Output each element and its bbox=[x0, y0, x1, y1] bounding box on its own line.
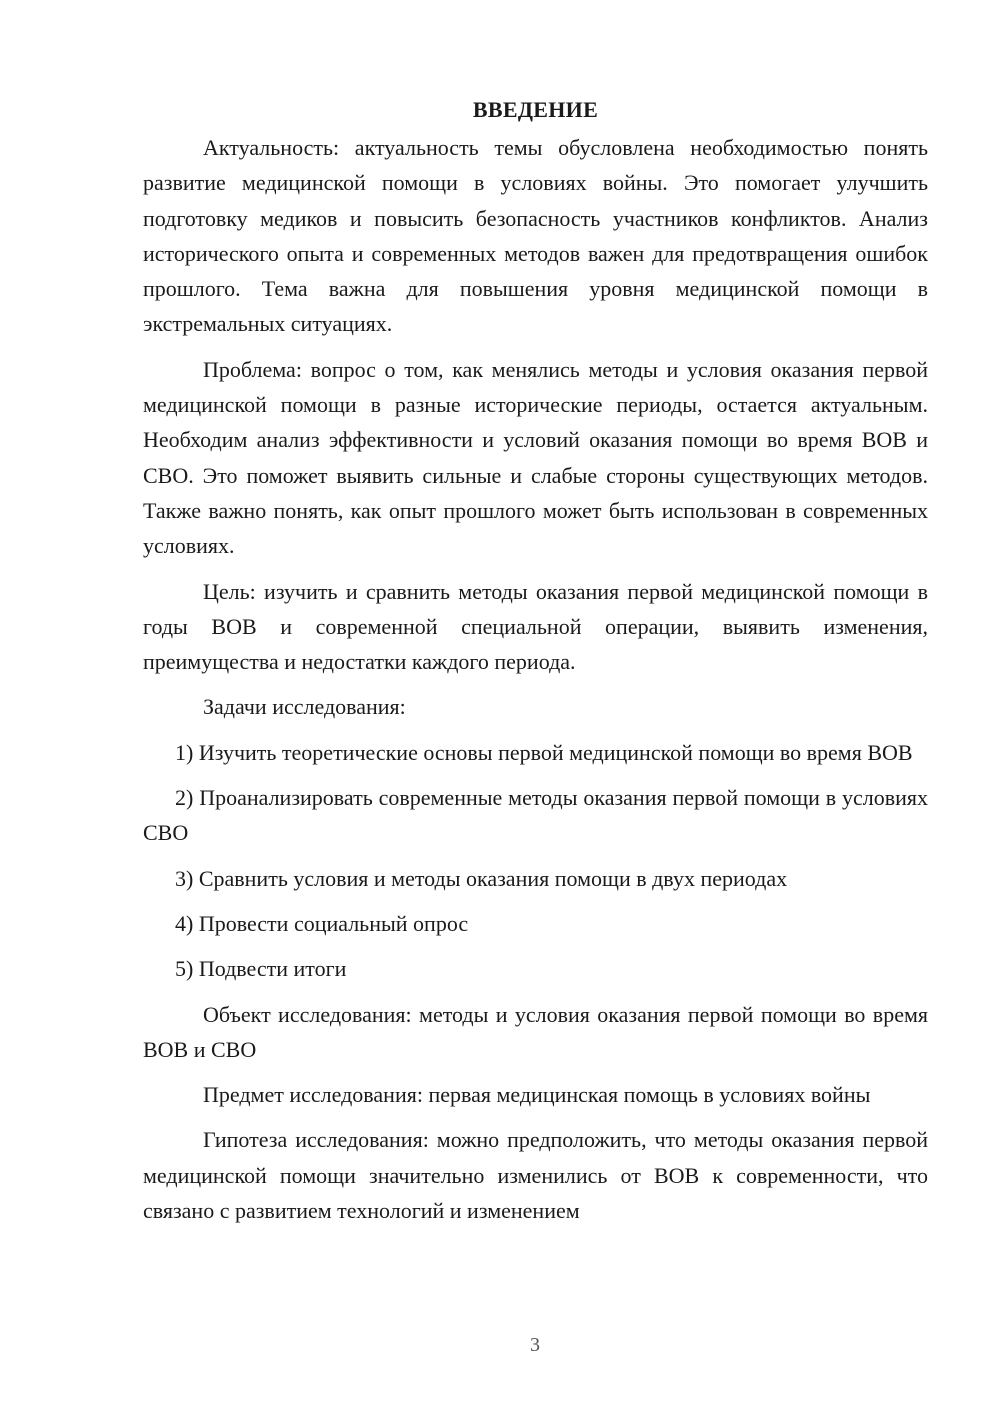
task-item-2: 2) Проанализировать современные методы оказания первой помощи в условиях СВО bbox=[143, 785, 928, 846]
relevance-paragraph: Актуальность: актуальность темы обусловлена необходимостью понять развитие медицинской помощи в условиях войны. Это помогает улучшить подготовку медиков и повысить безопасность участников конфликтов. Анализ исторического опыта и современных методов важен для предотвращения ошибок прошлого. Тема важна для повышения уровня медицинской помощи в экстремальных ситуациях. bbox=[143, 135, 928, 337]
subject-paragraph: Предмет исследования: первая медицинская помощь в условиях войны bbox=[203, 1082, 871, 1108]
task-item-5: 5) Подвести итоги bbox=[175, 956, 347, 982]
task-item-1: 1) Изучить теоретические основы первой медицинской помощи во время ВОВ bbox=[175, 739, 913, 765]
object-paragraph: Объект исследования: методы и условия оказания первой помощи во время ВОВ и СВО bbox=[143, 1001, 928, 1062]
document-page bbox=[143, 92, 928, 1228]
hypothesis-paragraph: Гипотеза исследования: можно предположить, что методы оказания первой медицинской помощи значительно изменились от ВОВ к современности, что связано с развитием технологий и изменением bbox=[143, 1127, 928, 1224]
section-title: ВВЕДЕНИЕ bbox=[472, 97, 599, 122]
tasks-heading: Задачи исследования: bbox=[203, 694, 406, 720]
page-number: 3 bbox=[530, 1334, 540, 1356]
goal-paragraph: Цель: изучить и сравнить методы оказания первой медицинской помощи в годы ВОВ и современной специальной операции, выявить изменения, преимущества и недостатки каждого периода. bbox=[143, 578, 928, 675]
task-item-3: 3) Сравнить условия и методы оказания помощи в двух периодах bbox=[175, 865, 788, 891]
task-item-4: 4) Провести социальный опрос bbox=[175, 910, 469, 936]
problem-paragraph: Проблема: вопрос о том, как менялись методы и условия оказания первой медицинской помощи в разные исторические периоды, остается актуальным. Необходим анализ эффективности и условий оказания помощи во время ВОВ и СВО. Это поможет выявить сильные и слабые стороны существующих методов. Также важно понять, как опыт прошлого может быть использован в современных условиях. bbox=[143, 356, 928, 559]
